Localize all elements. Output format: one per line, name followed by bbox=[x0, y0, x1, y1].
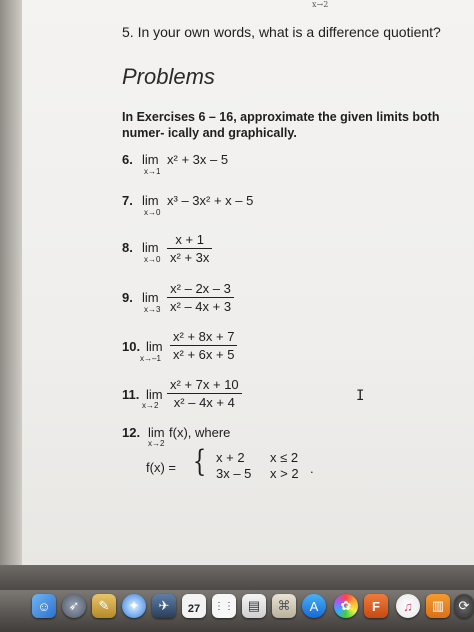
limit-subscript: x→0 bbox=[144, 208, 161, 217]
fraction-numerator: x + 1 bbox=[175, 232, 204, 247]
exercise-number: 6. bbox=[122, 152, 133, 167]
limit-label: lim bbox=[146, 387, 163, 402]
question-5: 5. In your own words, what is a difference quotient? bbox=[122, 24, 441, 40]
time-machine-icon[interactable]: ⟳ bbox=[454, 594, 474, 618]
preview-icon[interactable]: ⌘ bbox=[272, 594, 296, 618]
exercise-number: 8. bbox=[122, 240, 133, 255]
limit-label: lim bbox=[142, 152, 159, 167]
notebook-icon[interactable]: ▤ bbox=[242, 594, 266, 618]
section-heading: Problems bbox=[122, 64, 215, 89]
limit-label: lim bbox=[142, 240, 159, 255]
books-icon[interactable]: ▥ bbox=[426, 594, 450, 618]
notes-icon[interactable]: ✎ bbox=[92, 594, 116, 618]
exercise-intro: In Exercises 6 – 16, approximate the given limits both numer- ically and graphically. bbox=[122, 110, 440, 140]
photo-icon[interactable]: ✈ bbox=[152, 594, 176, 618]
limit-label: lim bbox=[142, 290, 159, 305]
reminders-icon[interactable]: ⋮⋮ bbox=[212, 594, 236, 618]
limit-subscript: x→3 bbox=[144, 305, 161, 314]
exercise-number: 12. bbox=[122, 425, 141, 440]
limit-fraction bbox=[170, 329, 237, 362]
calendar-icon[interactable] bbox=[182, 594, 206, 618]
fraction-denominator: x² – 4x + 4 bbox=[173, 395, 235, 410]
music-icon[interactable]: ♫ bbox=[396, 594, 420, 618]
fantastical-icon[interactable]: F bbox=[364, 594, 388, 618]
piece-1-expression: x + 2 bbox=[216, 450, 245, 465]
exercise-number: 7. bbox=[122, 193, 133, 208]
piecewise-brace: { bbox=[192, 444, 207, 479]
photos-icon[interactable]: ✿ bbox=[334, 594, 358, 618]
piece-2-expression: 3x – 5 bbox=[216, 466, 252, 481]
limit-fraction bbox=[167, 281, 234, 314]
fraction-bar bbox=[167, 297, 234, 298]
fraction-denominator: x² + 6x + 5 bbox=[173, 347, 235, 362]
app-store-icon[interactable]: A bbox=[302, 594, 326, 618]
text-cursor-icon: I bbox=[356, 388, 365, 404]
limit-label: lim bbox=[148, 425, 165, 440]
limit-subscript: x→0 bbox=[144, 255, 161, 264]
sentence-period: . bbox=[310, 461, 314, 476]
fraction-denominator: x² – 4x + 3 bbox=[170, 299, 232, 314]
exercise-number: 10. bbox=[122, 339, 141, 354]
fraction-denominator: x² + 3x bbox=[170, 250, 210, 265]
launchpad-icon[interactable]: ➶ bbox=[62, 594, 86, 618]
fraction-numerator: x² – 2x – 3 bbox=[170, 281, 231, 296]
fraction-bar bbox=[167, 248, 212, 249]
piece-1-condition: x ≤ 2 bbox=[270, 450, 299, 465]
limit-label: lim bbox=[142, 193, 159, 208]
fraction-bar bbox=[167, 393, 242, 394]
limit-subscript: x→–1 bbox=[140, 354, 161, 363]
limit-expression: f(x), where bbox=[169, 425, 231, 440]
fraction-numerator: x² + 8x + 7 bbox=[173, 329, 235, 344]
finder-icon[interactable]: ☺ bbox=[32, 594, 56, 618]
limit-fraction bbox=[167, 232, 212, 265]
exercise-number: 9. bbox=[122, 290, 133, 305]
limit-fraction bbox=[167, 377, 242, 410]
limit-subscript: x→2 bbox=[142, 401, 159, 410]
top-cut-text: x→2 bbox=[312, 0, 329, 9]
exercise-number: 11. bbox=[122, 387, 140, 402]
limit-label: lim bbox=[146, 339, 163, 354]
piece-2-condition: x > 2 bbox=[270, 466, 299, 481]
fraction-numerator: x² + 7x + 10 bbox=[170, 377, 239, 392]
limit-subscript: x→1 bbox=[144, 167, 161, 176]
safari-icon[interactable]: ✦ bbox=[122, 594, 146, 618]
limit-expression: x³ – 3x² + x – 5 bbox=[167, 193, 254, 208]
limit-subscript: x→2 bbox=[148, 439, 165, 448]
function-definition-label: f(x) = bbox=[146, 460, 176, 475]
fraction-bar bbox=[170, 345, 237, 346]
calendar-day: 27 bbox=[187, 602, 201, 615]
book-gutter bbox=[0, 0, 22, 565]
limit-expression: x² + 3x – 5 bbox=[167, 152, 229, 167]
textbook-page bbox=[22, 0, 474, 565]
